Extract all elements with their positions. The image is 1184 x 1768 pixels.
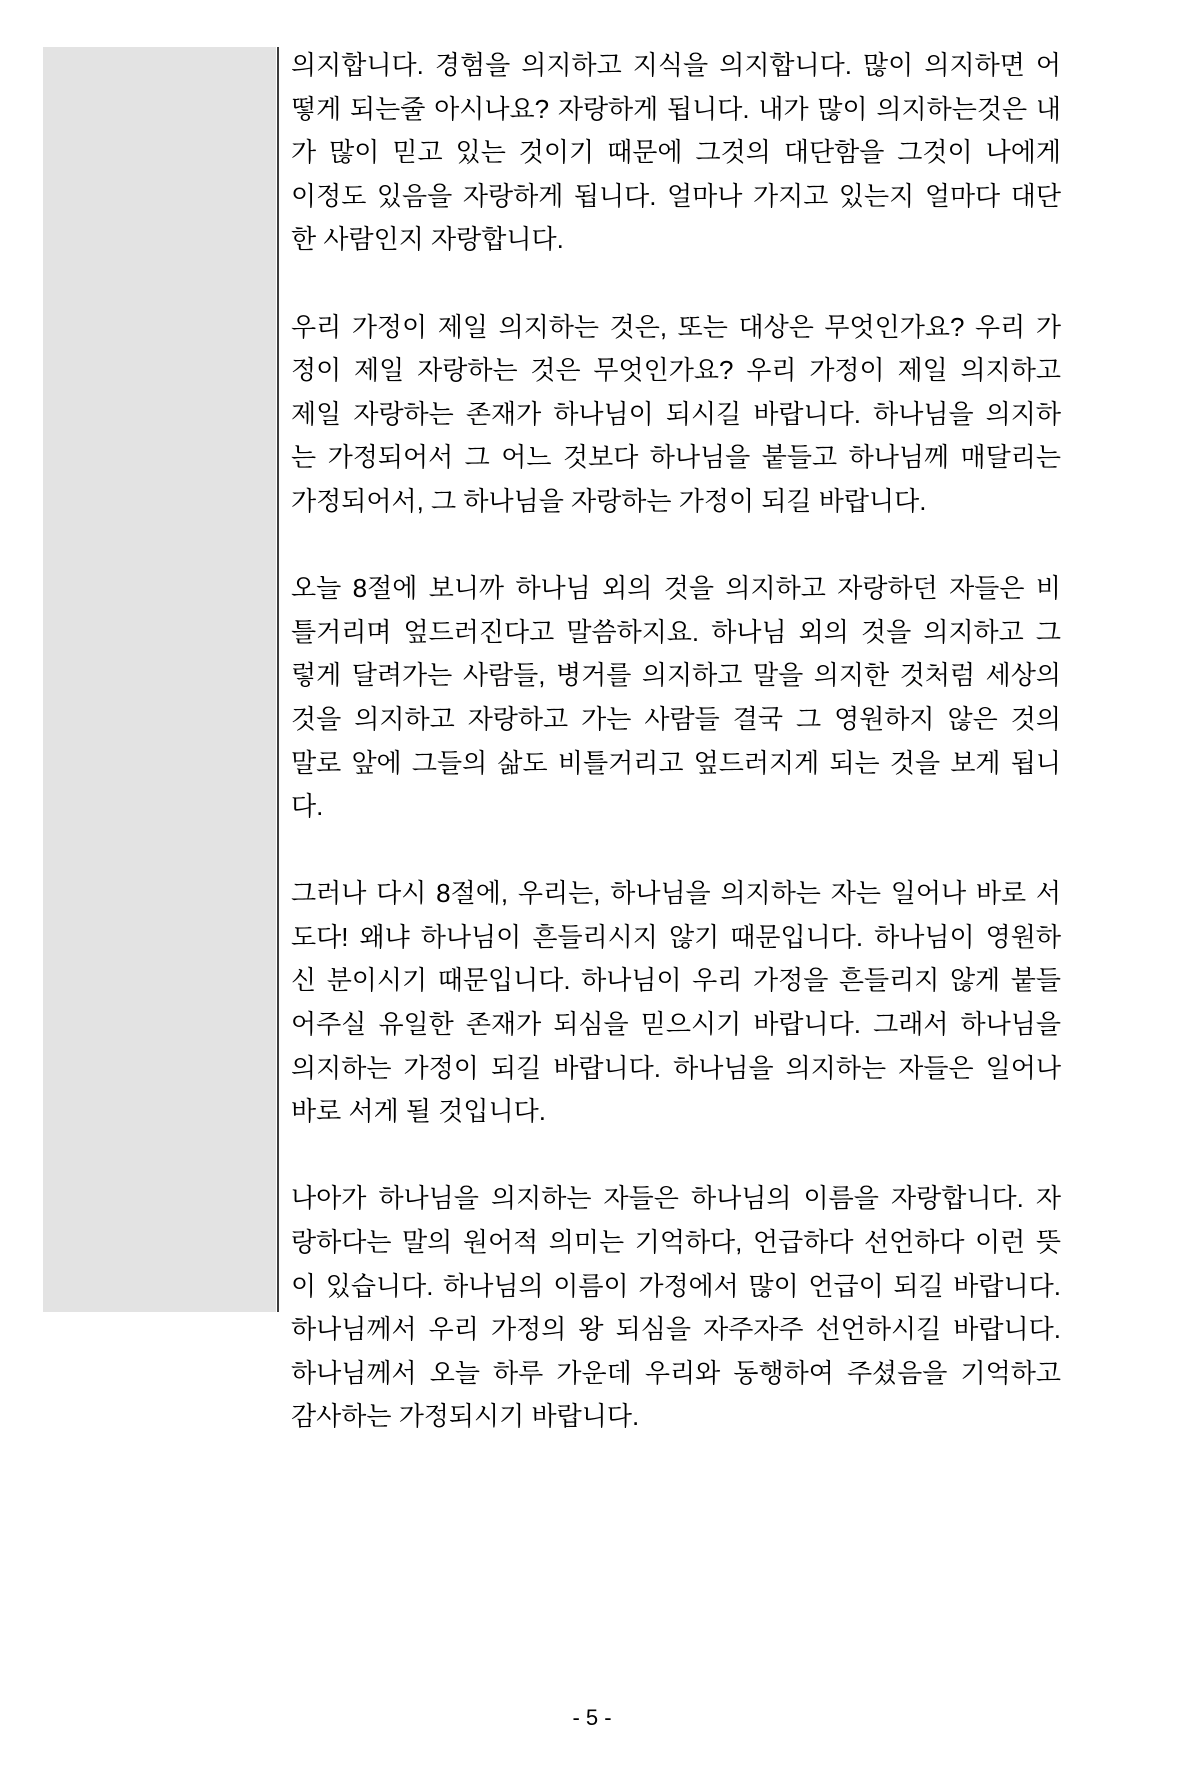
text-line: 그러나 다시 8절에, 우리는, 하나님을 의지하는 자는 일어나 바로 서 <box>291 878 1061 909</box>
text-line: 도다! 왜냐 하나님이 흔들리시지 않기 때문입니다. 하나님이 영원하 <box>291 921 1061 952</box>
text-line: 제일 자랑하는 존재가 하나님이 되시길 바랍니다. 하나님을 의지하 <box>291 398 1061 429</box>
text-line: 이정도 있음을 자랑하게 됩니다. 얼마나 가지고 있는지 얼마다 대단 <box>291 180 1061 211</box>
text-line: 의지하는 가정이 되길 바랍니다. 하나님을 의지하는 자들은 일어나 <box>291 1052 1061 1083</box>
text-line: 정이 제일 자랑하는 것은 무엇인가요? 우리 가정이 제일 의지하고 <box>291 355 1061 386</box>
text-line: 틀거리며 엎드러진다고 말씀하지요. 하나님 외의 것을 의지하고 그 <box>291 616 1061 647</box>
margin-note-column <box>43 47 276 1312</box>
paragraph <box>291 44 1061 262</box>
paragraph <box>291 306 1061 524</box>
text-line: 하나님께서 오늘 하루 가운데 우리와 동행하여 주셨음을 기억하고 <box>291 1357 1061 1388</box>
text-line: 말로 앞에 그들의 삶도 비틀거리고 엎드러지게 되는 것을 보게 됩니 <box>291 747 1061 778</box>
text-line: 렇게 달려가는 사람들, 병거를 의지하고 말을 의지한 것처럼 세상의 <box>291 660 1061 691</box>
column-divider-line <box>277 47 279 1312</box>
paragraph <box>291 872 1061 1134</box>
paragraph <box>291 567 1061 829</box>
text-line: 감사하는 가정되시기 바랍니다. <box>291 1401 640 1432</box>
text-line: 이 있습니다. 하나님의 이름이 가정에서 많이 언급이 되길 바랍니다. <box>291 1270 1061 1301</box>
text-line: 가 많이 믿고 있는 것이기 때문에 그것의 대단함을 그것이 나에게 <box>291 137 1061 168</box>
text-line: 랑하다는 말의 원어적 의미는 기억하다, 언급하다 선언하다 이런 뜻 <box>291 1227 1061 1258</box>
text-line: 하나님께서 우리 가정의 왕 되심을 자주자주 선언하시길 바랍니다. <box>291 1314 1061 1345</box>
text-line: 바로 서게 될 것입니다. <box>291 1096 546 1127</box>
text-line: 의지합니다. 경험을 의지하고 지식을 의지합니다. 많이 의지하면 어 <box>291 50 1061 80</box>
text-line: 가정되어서, 그 하나님을 자랑하는 가정이 되길 바랍니다. <box>291 485 927 516</box>
text-line: 어주실 유일한 존재가 되심을 믿으시기 바랍니다. 그래서 하나님을 <box>291 1009 1061 1040</box>
text-line: 다. <box>291 791 324 822</box>
sermon-body-text <box>291 44 1061 1439</box>
text-line: 신 분이시기 때문입니다. 하나님이 우리 가정을 흔들리지 않게 붙들 <box>291 965 1061 996</box>
paragraph <box>291 1177 1061 1439</box>
text-line: 오늘 8절에 보니까 하나님 외의 것을 의지하고 자랑하던 자들은 비 <box>291 573 1061 604</box>
text-line: 것을 의지하고 자랑하고 가는 사람들 결국 그 영원하지 않은 것의 <box>291 703 1061 734</box>
text-line: 한 사람인지 자랑합니다. <box>291 224 564 255</box>
text-line: 우리 가정이 제일 의지하는 것은, 또는 대상은 무엇인가요? 우리 가 <box>291 311 1061 342</box>
page-number: - 5 - <box>572 1705 612 1730</box>
text-line: 는 가정되어서 그 어느 것보다 하나님을 붙들고 하나님께 매달리는 <box>291 442 1061 473</box>
text-line: 나아가 하나님을 의지하는 자들은 하나님의 이름을 자랑합니다. 자 <box>291 1183 1061 1214</box>
text-line: 떻게 되는줄 아시나요? 자랑하게 됩니다. 내가 많이 의지하는것은 내 <box>291 93 1061 124</box>
